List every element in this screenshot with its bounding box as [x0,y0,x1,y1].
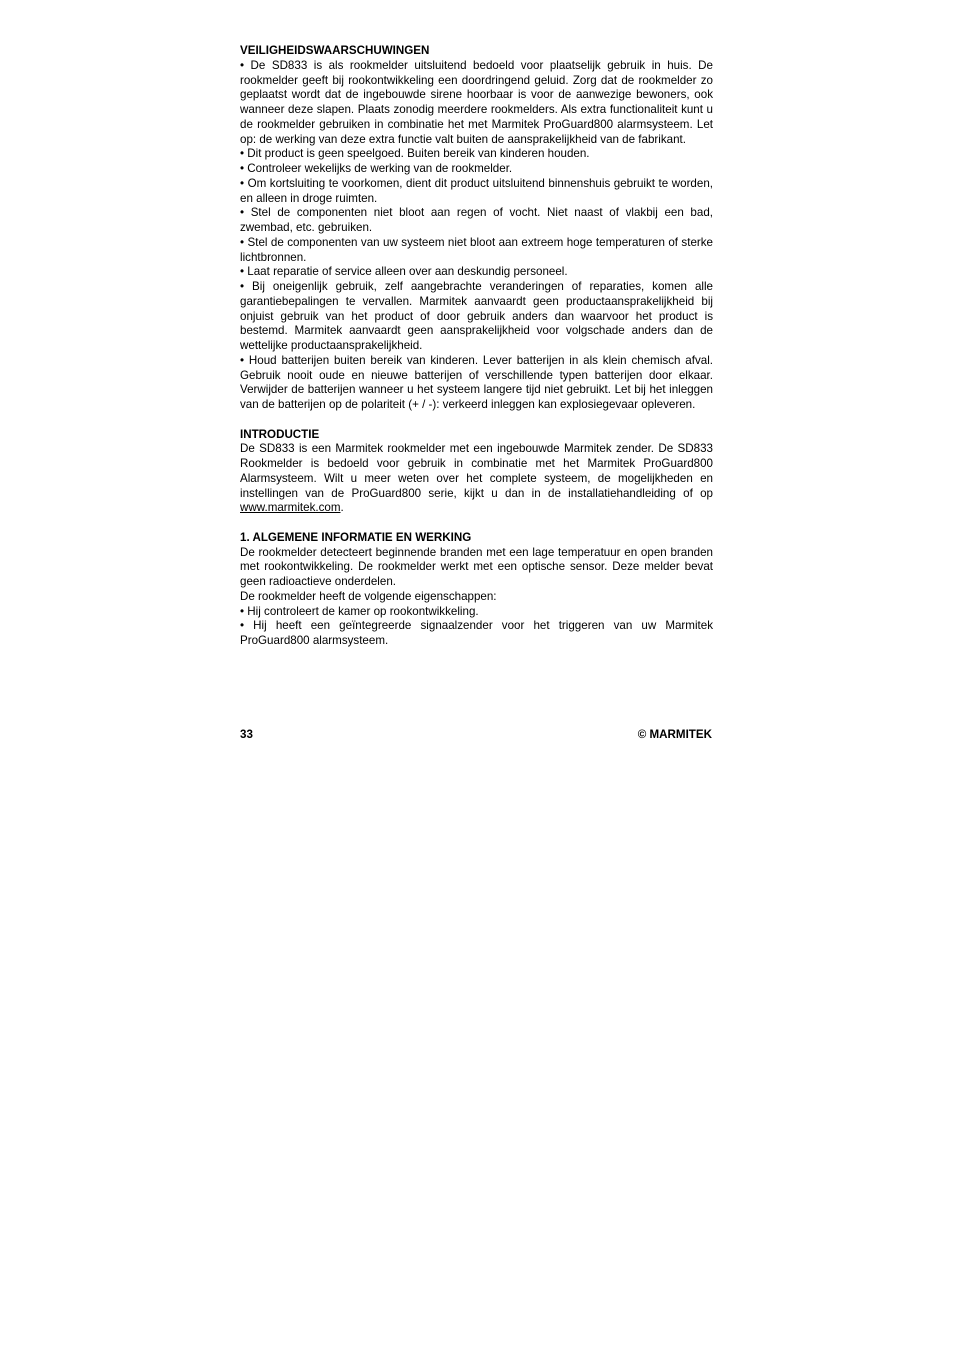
safety-paragraph: • Bij oneigenlijk gebruik, zelf aangebrachte veranderingen of reparaties, komen alle garantiebepalingen te vervallen. Marmitek aanvaardt geen productaansprakelijkheid bij onjuist gebruik van het product of door gebruik anders dan waarvoor het product is bestemd. Marmitek aanvaardt geen aansprakelijkheid voor volgschade anders dan de wettelijke productaansprakelijkheid. [240,280,713,352]
safety-paragraph: • Laat reparatie of service alleen over aan deskundig personeel. [240,265,568,279]
safety-paragraph: • De SD833 is als rookmelder uitsluitend bedoeld voor plaatselijk gebruik in huis. De rookmelder geeft bij rookontwikkeling een doordringend geluid. Zorg dat de rookmelder zo geplaatst wordt dat de ingebouwde sirene hoorbaar is voor de aanwezige bewoners, ook wanneer deze slapen. Plaats zonodig meerdere rookmelders. Als extra functionaliteit kunt u de rookmelder gebruiken in combinatie het met Marmitek ProGuard800 alarmsysteem. Let op: de werking van deze extra functie valt buiten de aansprakelijkheid van de fabrikant. [240,58,713,146]
safety-paragraph: • Dit product is geen speelgoed. Buiten bereik van kinderen houden. [240,147,590,161]
intro-section [240,428,713,517]
general-paragraph: De rookmelder detecteert beginnende branden met een lage temperatuur en open branden met rookontwikkeling. De rookmelder werkt met een optische sensor. Deze melder bevat geen radioactieve onderdelen. [240,545,713,588]
general-paragraph: • Hij controleert de kamer op rookontwikkeling. [240,604,479,618]
intro-heading: INTRODUCTIE [240,427,320,441]
safety-paragraph: • Houd batterijen buiten bereik van kinderen. Lever batterijen in als klein chemisch afval. Gebruik nooit oude en nieuwe batterijen of verschillende typen batterijen door elkaar. Verwijder de batterijen wanneer u het systeem langere tijd niet gebruikt. Let bij het inleggen van de batterijen op de polariteit (+ / -): verkeerd inleggen kan explosiegevaar opleveren. [240,353,713,411]
safety-section [240,44,713,413]
safety-heading: VEILIGHEIDSWAARSCHUWINGEN [240,44,430,57]
general-paragraph: • Hij heeft een geïntegreerde signaalzender voor het triggeren van uw Marmitek ProGuard800 alarmsysteem. [240,619,713,647]
page-column [240,44,713,664]
safety-paragraph: • Stel de componenten niet bloot aan regen of vocht. Niet naast of vlakbij een bad, zwembad, etc. gebruiken. [240,206,713,234]
general-heading: 1. ALGEMENE INFORMATIE EN WERKING [240,530,472,544]
copyright-brand: © MARMITEK [637,728,712,741]
intro-text-end: . [340,501,344,515]
safety-paragraph: • Om kortsluiting te voorkomen, dient dit product uitsluitend binnenshuis gebruikt te worden, en alleen in droge ruimten. [240,176,713,205]
page-number: 33 [240,728,253,741]
intro-text: De SD833 is een Marmitek rookmelder met een ingebouwde Marmitek zender. De SD833 Rookmelder is bedoeld voor gebruik in combinatie met het Marmitek ProGuard800 Alarmsysteem. Wilt u meer weten over het complete systeem, de mogelijkheden en instellingen van de ProGuard800 serie, kijkt u dan in de installatiehandleiding of op [240,442,713,500]
general-section [240,531,713,649]
intro-paragraph [240,442,713,516]
marmitek-website-link[interactable]: www.marmitek.com [240,501,341,515]
general-paragraph: De rookmelder heeft de volgende eigenschappen: [240,589,497,603]
safety-paragraph: • Stel de componenten van uw systeem niet bloot aan extreem hoge temperaturen of sterke lichtbronnen. [240,235,713,264]
safety-paragraph: • Controleer wekelijks de werking van de rookmelder. [240,162,513,175]
